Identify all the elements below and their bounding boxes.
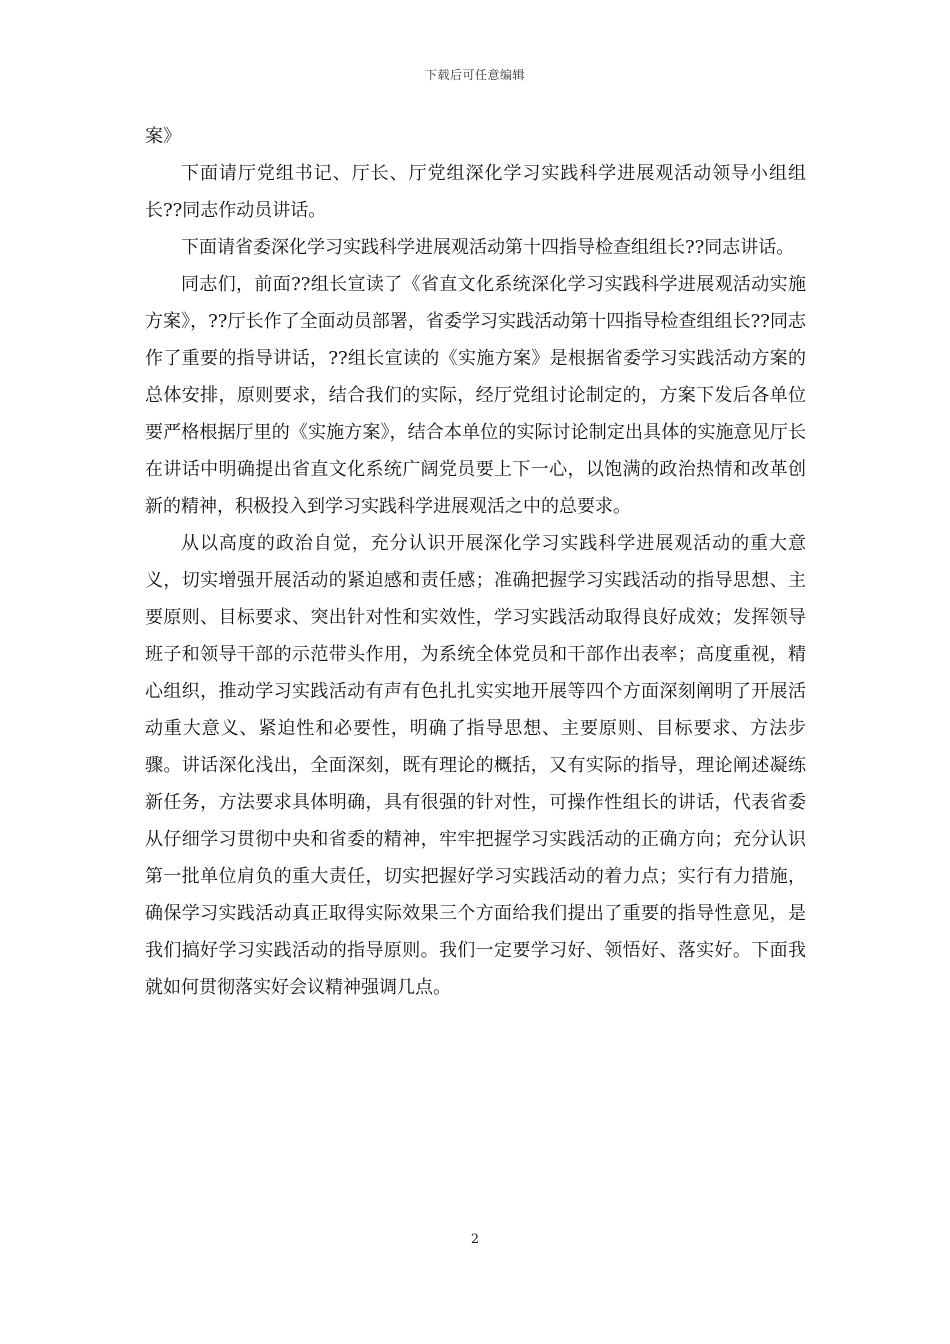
document-body (145, 118, 806, 1006)
page-header: 下载后可任意编辑 (424, 68, 525, 82)
paragraph-inspector-invitation: 下面请省委深化学习实践科学进展观活动第十四指导检查组组长??同志讲话。 (181, 237, 795, 258)
paragraph-continuation: 案》 (145, 126, 181, 147)
page-number: 2 (470, 1232, 480, 1247)
paragraph-summary: 同志们，前面??组长宣读了《省直文化系统深化学习实践科学进展观活动实施方案》，??厅长作了全面动员部署，省委学习实践活动第十四指导检查组组长??同志作了重要的指导讲话，??组长宣读的《实施方案》是根据省委学习实践活动方案的总体安排，原则要求，结合我们的实际，经厅党组讨论制定的，方案下发后各单位要严格根据厅里的《实施方案》，结合本单位的实际讨论制定出具体的实施意见厅长在讲话中明确提出省直文化系统广阔党员要上下一心，以饱满的政治热情和改革创新的精神，积极投入到学习实践科学进展观活之中的总要求。 (145, 274, 806, 517)
paragraph-speech-invitation: 下面请厅党组书记、厅长、厅党组深化学习实践科学进展观活动领导小组组长??同志作动员讲话。 (145, 163, 806, 221)
paragraph-requirements: 从以高度的政治自觉，充分认识开展深化学习实践科学进展观活动的重大意义，切实增强开展活动的紧迫感和责任感；准确把握学习实践活动的指导思想、主要原则、目标要求、突出针对性和实效性，学习实践活动取得良好成效；发挥领导班子和领导干部的示范带头作用，为系统全体党员和干部作出表率；高度重视，精心组织，推动学习实践活动有声有色扎扎实实地开展等四个方面深刻阐明了开展活动重大意义、紧迫性和必要性，明确了指导思想、主要原则、目标要求、方法步骤。讲话深化浅出，全面深刻，既有理论的概括，又有实际的指导，理论阐述凝练新任务，方法要求具体明确，具有很强的针对性，可操作性组长的讲话，代表省委从仔细学习贯彻中央和省委的精神，牢牢把握学习实践活动的正确方向；充分认识第一批单位肩负的重大责任，切实把握好学习实践活动的着力点；实行有力措施，确保学习实践活动真正取得实际效果三个方面给我们提出了重要的指导性意见，是我们搞好学习实践活动的指导原则。我们一定要学习好、领悟好、落实好。下面我就如何贯彻落实好会议精神强调几点。 (145, 533, 806, 998)
